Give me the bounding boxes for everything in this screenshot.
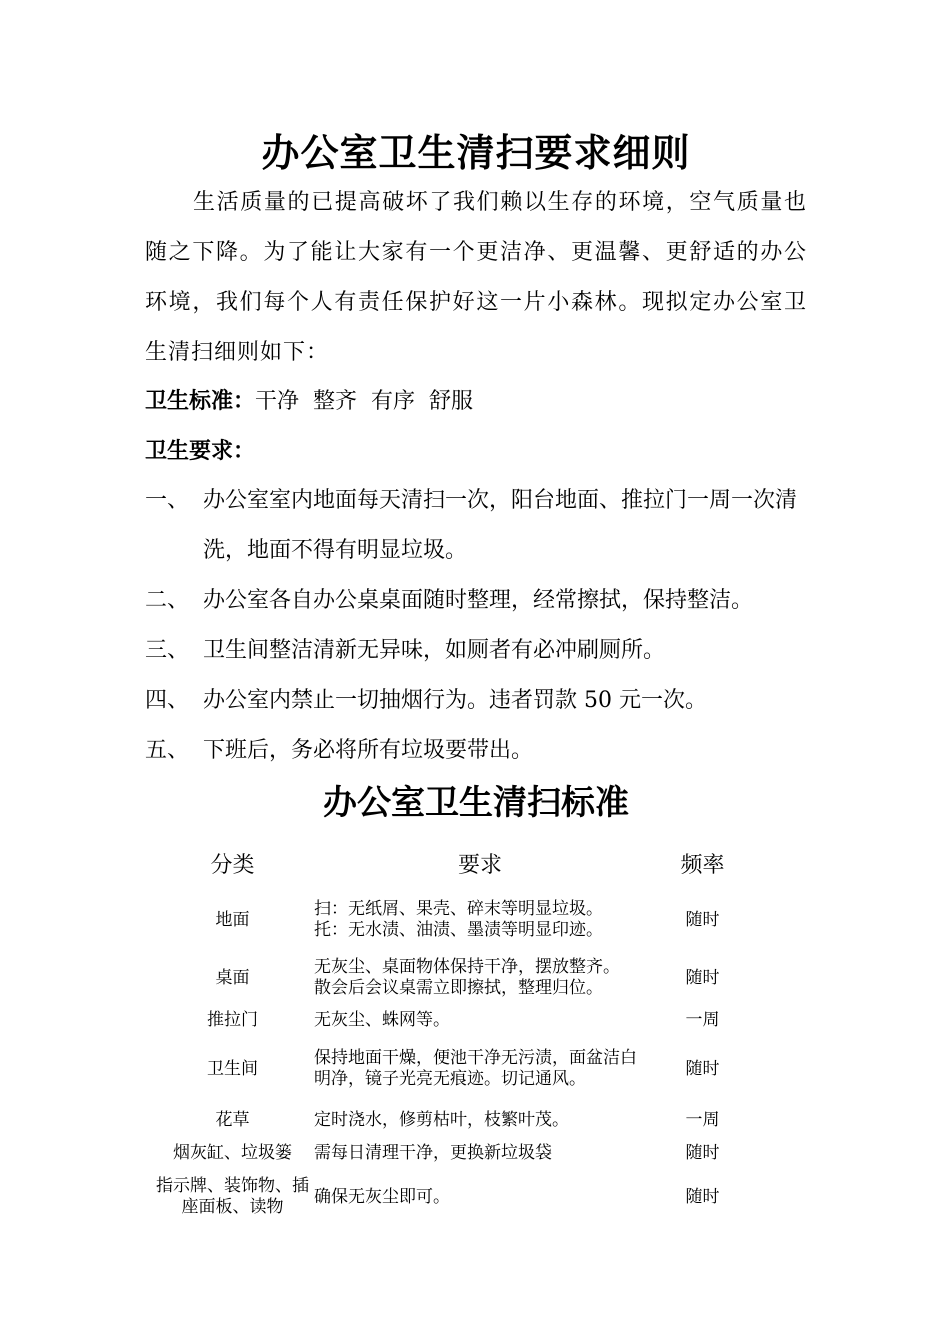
standard-label: 卫生标准： [145,388,256,414]
document-title: 办公室卫生清扫要求细则 [261,130,691,175]
row-category: 花草 [215,1109,250,1130]
requirement-item [145,726,807,776]
column-header-frequency: 频率 [680,852,725,878]
requirement-number: 一、 [145,488,190,513]
requirement-number: 五、 [145,738,190,763]
requirement-item [145,576,807,626]
requirement-item [145,626,807,676]
requirement-item [145,476,807,576]
column-header-category: 分类 [210,852,255,878]
cleaning-standard-table [155,838,755,1226]
table-row [155,952,755,1004]
row-frequency: 随时 [685,1186,720,1207]
requirement-text: 办公室各自办公桌桌面随时整理，经常擦拭，保持整洁。 [203,588,754,613]
row-category: 桌面 [215,967,250,988]
intro-paragraph [145,178,807,378]
row-requirement: 扫：无纸屑、果壳、碎末等明显垃圾。 托：无水渍、油渍、墨渍等明显印迹。 [314,899,603,940]
requirement-text: 卫生间整洁清新无异味，如厕者有必冲刷厕所。 [203,638,666,663]
standard-line [145,376,473,427]
row-requirement: 保持地面干燥，便池干净无污渍，面盆洁白明净，镜子光亮无痕迹。切记通风。 [314,1048,637,1089]
row-category: 推拉门 [207,1009,258,1030]
table-row [155,1168,755,1226]
table-row [155,1004,755,1036]
requirement-number: 二、 [145,588,190,613]
table-row [155,1036,755,1102]
table-title: 办公室卫生清扫标准 [323,783,629,823]
row-requirement: 定时浇水，修剪枯叶，枝繁叶茂。 [314,1109,569,1130]
table-row [155,1138,755,1168]
requirements-label: 卫生要求： [145,438,256,464]
row-frequency: 随时 [685,967,720,988]
requirement-item [145,676,807,726]
table-row [155,1102,755,1138]
row-requirement: 无灰尘、蛛网等。 [314,1009,450,1030]
requirement-number: 三、 [145,638,190,663]
requirement-text: 办公室室内地面每天清扫一次，阳台地面、推拉门一周一次清洗，地面不得有明显垃圾。 [203,488,798,563]
table-header-row [155,838,755,888]
row-category: 烟灰缸、垃圾篓 [173,1142,292,1163]
row-requirement: 需每日清理干净，更换新垃圾袋 [314,1142,552,1163]
row-frequency: 随时 [685,1142,720,1163]
column-header-requirement: 要求 [457,852,502,878]
row-frequency: 一周 [685,1009,720,1030]
row-frequency: 随时 [685,1058,720,1079]
row-category: 指示牌、装饰物、插座面板、读物 [156,1176,309,1217]
requirement-number: 四、 [145,688,190,713]
requirement-text: 办公室内禁止一切抽烟行为。违者罚款 50 元一次。 [203,688,707,713]
row-requirement: 确保无灰尘即可。 [314,1186,450,1207]
row-category: 地面 [215,909,250,930]
row-requirement: 无灰尘、桌面物体保持干净，摆放整齐。 散会后会议桌需立即擦拭，整理归位。 [314,957,620,998]
row-frequency: 随时 [685,909,720,930]
requirement-text: 下班后，务必将所有垃圾要带出。 [203,738,534,763]
row-category: 卫生间 [207,1058,258,1079]
intro-text: 生活质量的已提高破坏了我们赖以生存的环境，空气质量也随之下降。为了能让大家有一个更洁净、更温馨、更舒适的办公环境，我们每个人有责任保护好这一片小森林。现拟定办公室卫生清扫细则如下： [145,190,807,365]
standard-value: 干净 整齐 有序 舒服 [255,389,473,414]
row-frequency: 一周 [685,1109,720,1130]
table-row [155,888,755,952]
